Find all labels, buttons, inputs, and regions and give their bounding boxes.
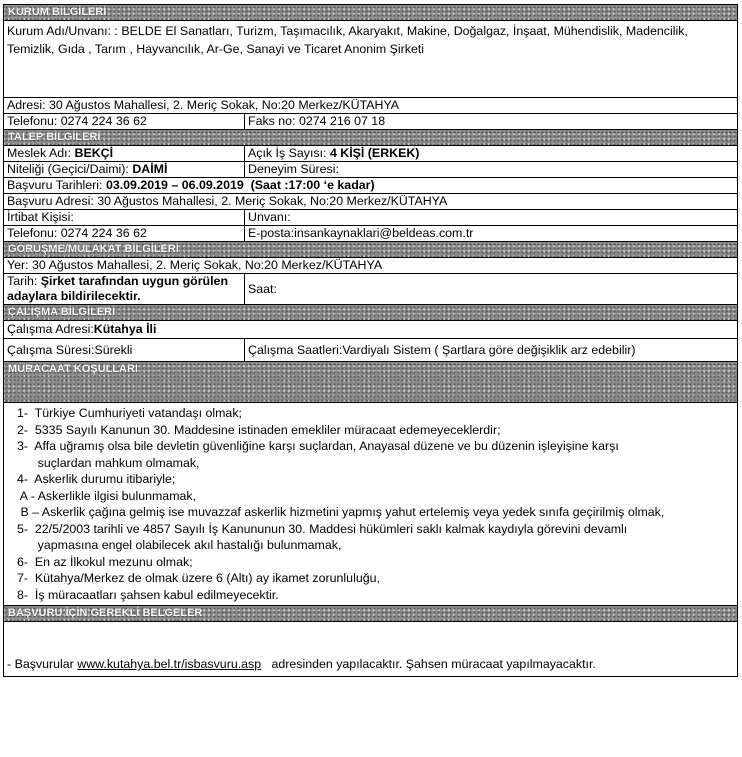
interview-date-label: Tarih: <box>7 274 41 288</box>
profession-value: BEKÇİ <box>74 146 114 160</box>
institution-phone: Telefonu: 0274 224 36 62 <box>4 114 245 130</box>
interview-date-value: Şirket tarafından uygun görülen adaylara bildirilecektir. <box>7 274 229 303</box>
interview-place: Yer: 30 Ağustos Mahallesi, 2. Meriç Sokak, No:20 Merkez/KÜTAHYA <box>4 258 738 274</box>
application-dates-label: Başvuru Tarihleri: <box>7 178 106 192</box>
condition-item: B – Askerlik çağına gelmiş ise muvazzaf askerlik hizmetini yapmış yahut ertelemiş veya yedek sınıfa geçirilmiş olmak, <box>17 505 665 519</box>
application-dates-cell <box>4 178 738 194</box>
application-note-prefix: - Başvurular <box>7 657 78 671</box>
condition-item: 7- Kütahya/Merkez de olmak üzere 6 (Altı) ay ikamet zorunluluğu, <box>17 571 380 585</box>
application-url-link[interactable]: www.kutahya.bel.tr/isbasvuru.asp <box>77 657 262 671</box>
experience-label: Deneyim Süresi: <box>245 162 738 178</box>
interview-date-cell <box>4 274 245 305</box>
section-header-job: TALEP BİLGİLERİ <box>4 130 738 146</box>
work-address-value: Kütahya İli <box>93 322 157 336</box>
contact-person-label: İrtibat Kişisi: <box>4 210 245 226</box>
employment-type-label: Niteliği (Geçici/Daimi): <box>7 162 133 176</box>
profession-cell <box>4 146 245 162</box>
work-address-cell <box>4 321 738 339</box>
condition-item: 6- En az İlkokul mezunu olmak; <box>17 554 193 569</box>
openings-value: 4 KİŞİ (ERKEK) <box>329 146 420 160</box>
section-header-conditions: MÜRACAAT KOŞULLARI <box>4 362 738 403</box>
contact-email: E-posta:insankaynaklari@beldeas.com.tr <box>245 226 738 242</box>
employment-type-cell <box>4 162 245 178</box>
work-duration: Çalışma Süresi:Sürekli <box>4 339 245 362</box>
section-header-institution: KURUM BİLGİLERİ <box>4 5 738 21</box>
contact-phone: Telefonu: 0274 224 36 62 <box>4 226 245 242</box>
institution-address: Adresi: 30 Ağustos Mahallesi, 2. Meriç Sokak, No:20 Merkez/KÜTAHYA <box>4 98 738 114</box>
interview-time-label: Saat: <box>245 274 738 305</box>
condition-item: 1- Türkiye Cumhuriyeti vatandaşı olmak; <box>17 406 242 420</box>
condition-item: 8- İş müracaatları şahsen kabul edilmeyecektir. <box>17 587 279 602</box>
condition-item: 4- Askerlik durumu itibariyle; <box>17 472 176 486</box>
condition-item: 3- Affa uğramış olsa bile devletin güvenliğine karşı suçlardan, Anayasal düzene ve bu düzenin işleyişine karşı <box>17 439 619 453</box>
institution-name-cell <box>4 21 738 98</box>
application-note-suffix: adresinden yapılacaktır. Şahsen müracaat yapılmayacaktır. <box>261 657 596 671</box>
condition-item: 2- 5335 Sayılı Kanunun 30. Maddesine istinaden emekliler müracaat edemeyeceklerdir; <box>17 422 501 437</box>
work-address-label: Çalışma Adresi: <box>7 322 94 336</box>
application-deadline-time: (Saat :17:00 ‘e kadar) <box>250 178 375 192</box>
contact-title-label: Unvanı: <box>245 210 738 226</box>
condition-item: yapmasına engel olabilecek akıl hastalığı bulunmamak, <box>17 538 342 552</box>
condition-item: A - Askerlikle ilgisi bulunmamak, <box>17 488 197 503</box>
condition-item: suçlardan mahkum olmamak, <box>17 455 200 470</box>
institution-fax: Faks no: 0274 216 07 18 <box>245 114 738 130</box>
application-dates-value: 03.09.2019 – 06.09.2019 <box>105 178 244 192</box>
profession-label: Meslek Adı: <box>7 146 75 160</box>
employment-type-value: DAİMİ <box>132 162 168 176</box>
job-posting-form <box>3 4 738 677</box>
application-address: Başvuru Adresi: 30 Ağustos Mahallesi, 2. Meriç Sokak, No:20 Merkez/KÜTAHYA <box>4 194 738 210</box>
section-header-interview: GÖRÜŞME/MÜLAKAT BİLGİLERİ <box>4 242 738 258</box>
work-hours: Çalışma Saatleri:Vardiyalı Sistem ( Şartlara göre değişiklik arz edebilir) <box>245 339 738 362</box>
conditions-list <box>4 403 738 606</box>
openings-cell <box>245 146 738 162</box>
section-header-work: ÇALIŞMA BİLGİLERİ <box>4 305 738 321</box>
condition-item: 5- 22/5/2003 tarihli ve 4857 Sayılı İş Kanununun 30. Maddesi hükümleri saklı kalmak kaydıyla görevini devamlı <box>17 521 628 536</box>
section-header-application: BAŞVURU İÇİN GEREKLİ BELGELER <box>4 606 738 622</box>
institution-name-label: Kurum Adı/Unvanı: : <box>7 24 122 38</box>
institution-name-value: BELDE El Sanatları, Turizm, Taşımacılık, Akaryakıt, Makine, Doğalgaz, İnşaat, Mühendislik, Madencilik, Temizlik, Gıda , Tarım , Hayvancılık, Ar-Ge, Sanayi ve Ticaret Anonim Şirketi <box>7 24 688 56</box>
application-note-cell <box>4 622 738 677</box>
openings-label: Açık İş Sayısı: <box>248 146 330 160</box>
